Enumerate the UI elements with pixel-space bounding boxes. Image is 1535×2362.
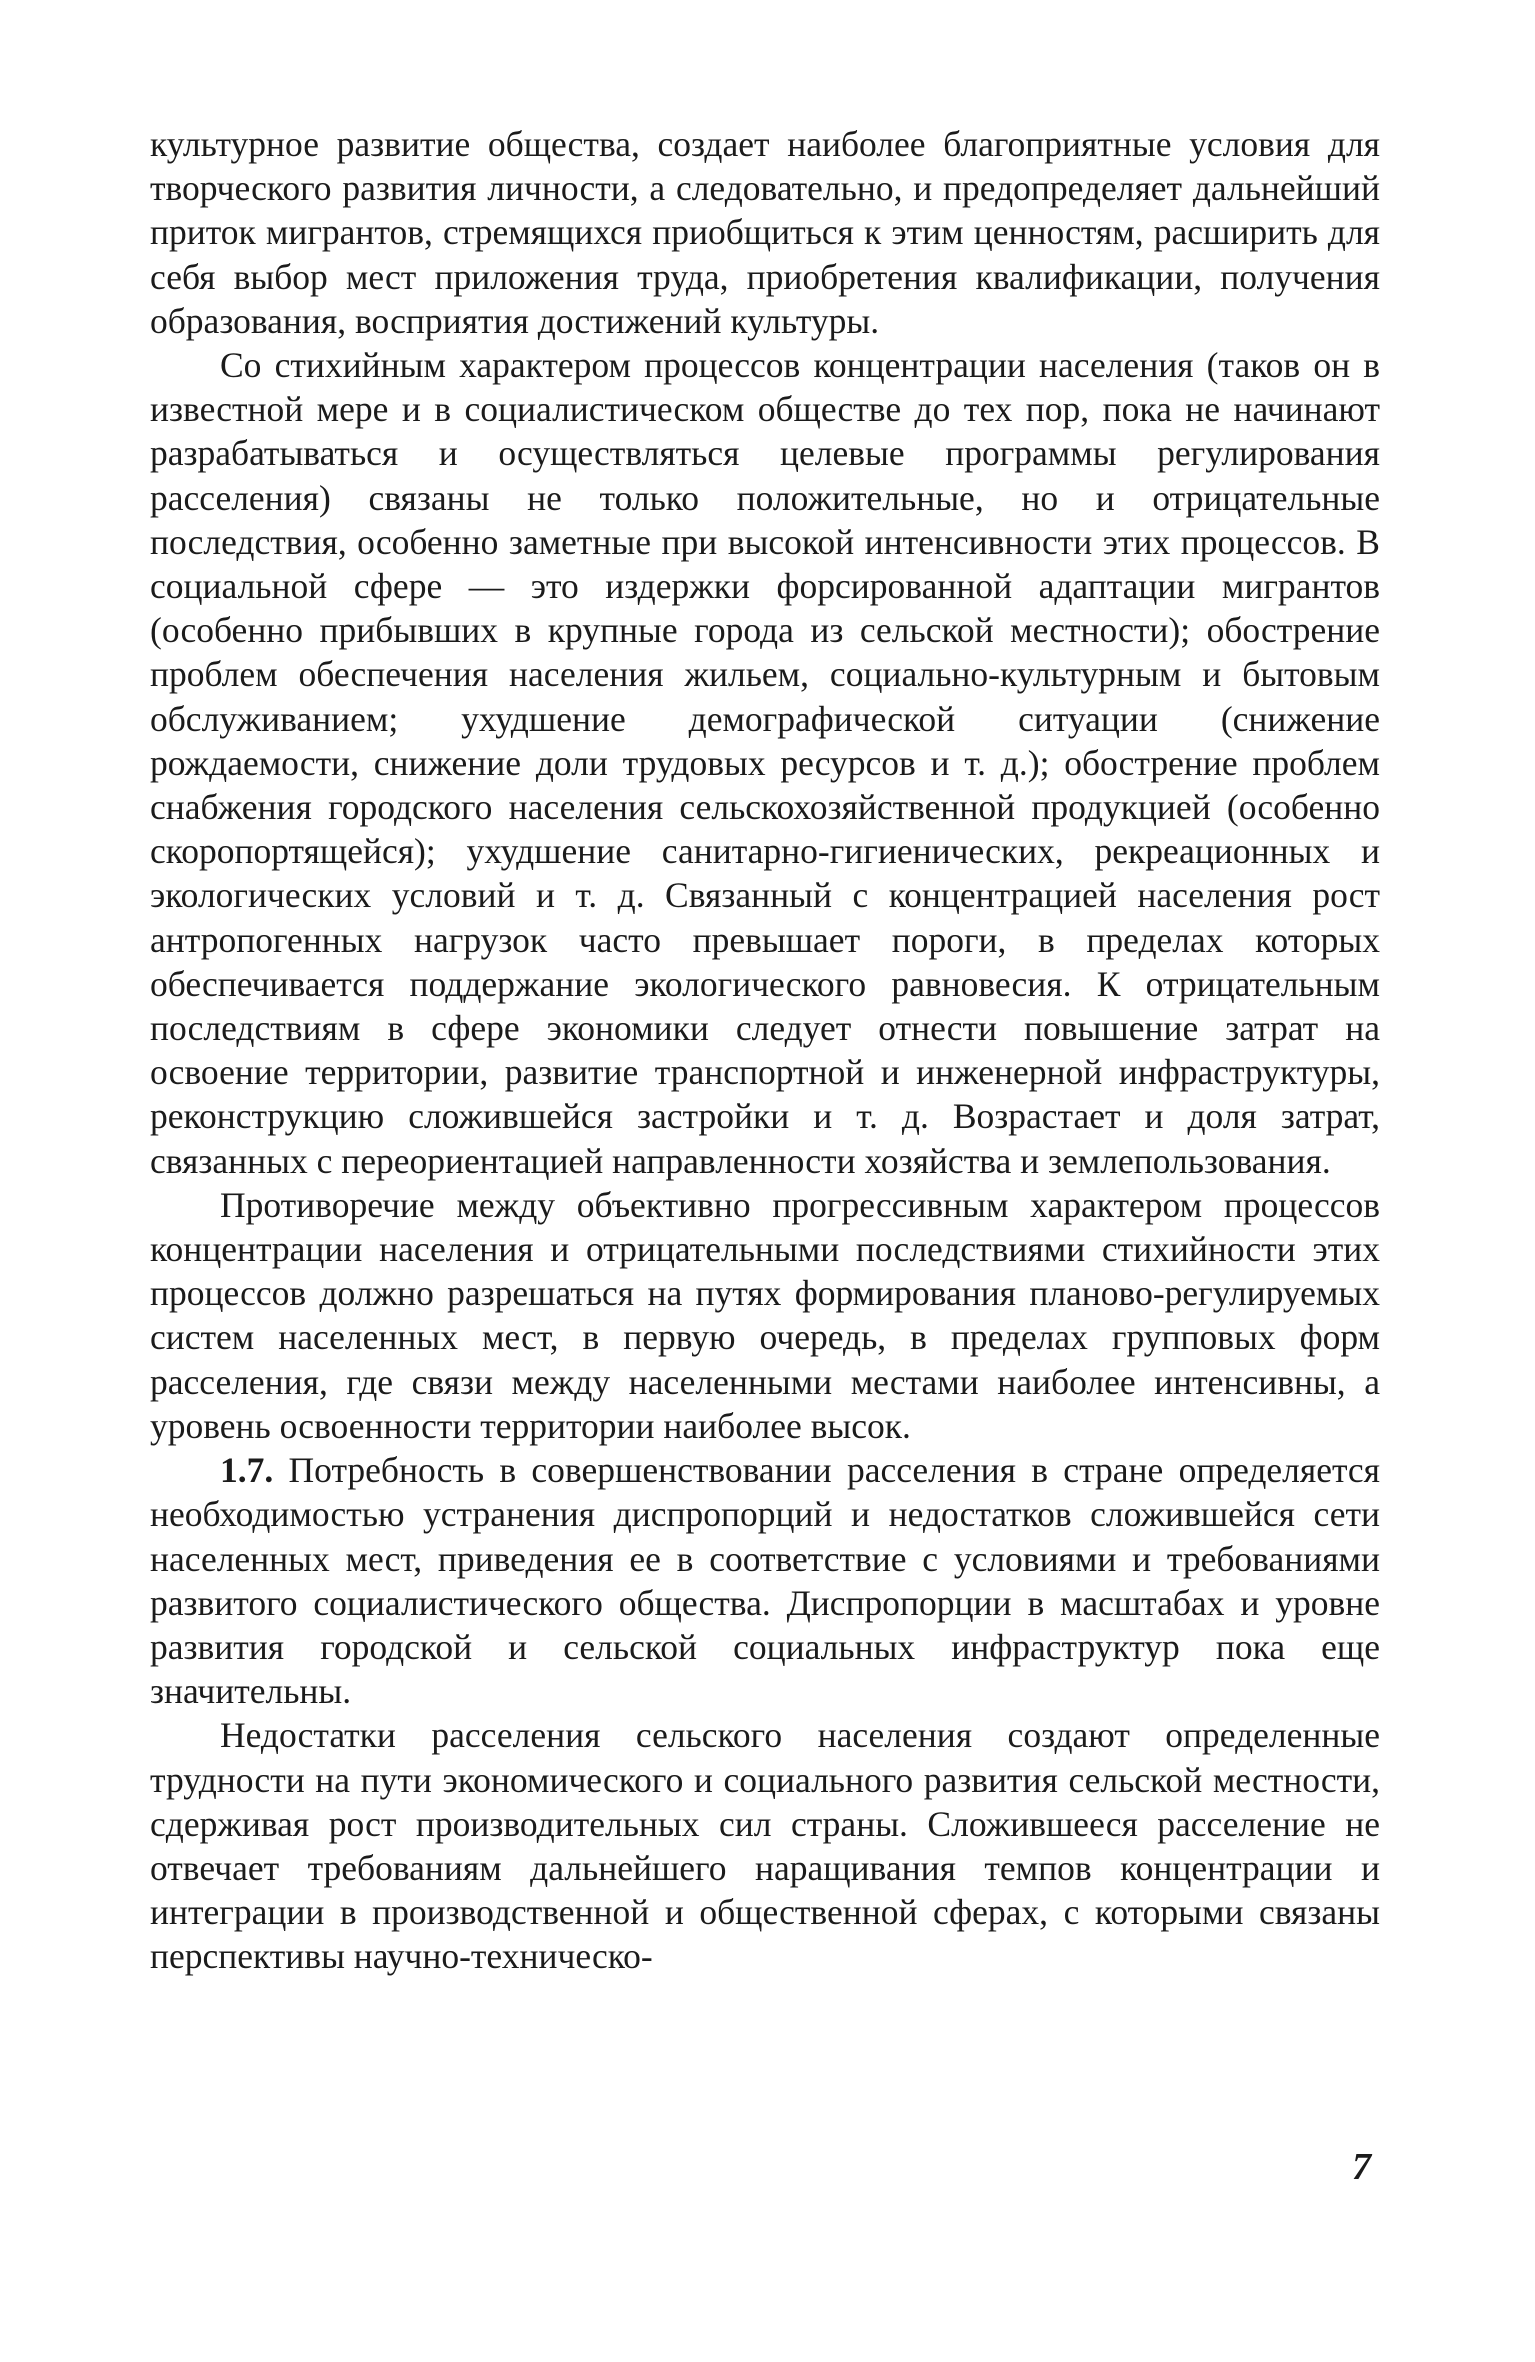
page-body [150,122,1380,1979]
paragraph-rural-settlement: Недостатки расселения сельского населения создают определенные трудности на пути экономического и социального развития сельской местности, сдерживая рост производительных сил страны. Сложившееся расселение не отвечает требованиям дальнейшего наращивания темпов концентрации и интеграции в производственной и общественной сферах, с которыми связаны перспективы научно-техническо- [150,1715,1380,1977]
paragraph-contradiction: Противоречие между объективно прогрессивным характером процессов концентрации населения и отрицательными последствиями стихийности этих процессов должно разрешаться на путях формирования планово-регулируемых систем населенных мест, в первую очередь, в пределах групповых форм расселения, где связи между населенными местами наиболее интенсивны, а уровень освоенности территории наиболее высок. [150,1184,1380,1446]
section-text: Потребность в совершенствовании расселения в стране определяется необходимостью устранения диспропорций и недостатков сложившейся сети населенных мест, приведения ее в соответствие с условиями и требованиями развитого социалистического общества. Диспропорции в масштабах и уровне развития городской и сельской социальных инфраструктур пока еще значительны. [150,1450,1381,1712]
paragraph-concentration-consequences: Со стихийным характером процессов концентрации населения (таков он в известной мере и в социалистическом обществе до тех пор, пока не начинают разрабатываться и осуществляться целевые программы регулирования расселения) связаны не только положительные, но и отрицательные последствия, особенно заметные при высокой интенсивности этих процессов. В социальной сфере — это издержки форсированной адаптации мигрантов (особенно прибывших в крупные города из сельской местности); обострение проблем обеспечения населения жильем, социально-культурным и бытовым обслуживанием; ухудшение демографической ситуации (снижение рождаемости, снижение доли трудовых ресурсов и т. д.); обострение проблем снабжения городского населения сельскохозяйственной продукцией (особенно скоропортящейся); ухудшение санитарно-гигиенических, рекреационных и экологических условий и т. д. Связанный с концентрацией населения рост антропогенных нагрузок часто превышает пороги, в пределах которых обеспечивается поддержание экологического равновесия. К отрицательным последствиям в сфере экономики следует отнести повышение затрат на освоение территории, развитие транспортной и инженерной инфраструктуры, реконструкцию сложившейся застройки и т. д. Возрастает и доля затрат, связанных с переориентацией направленности хозяйства и землепользования. [150,345,1380,1181]
page-number: 7 [1352,2146,1371,2188]
paragraph-section-1-7 [150,1448,1380,1713]
section-number: 1.7. [220,1450,274,1491]
paragraph-continuation: культурное развитие общества, создает наиболее благоприятные условия для творческого развития личности, а следовательно, и предопределяет дальнейший приток мигрантов, стремящихся приобщиться к этим ценностям, расширить для себя выбор мест приложения труда, приобретения квалификации, получения образования, восприятия достижений культуры. [150,124,1380,341]
